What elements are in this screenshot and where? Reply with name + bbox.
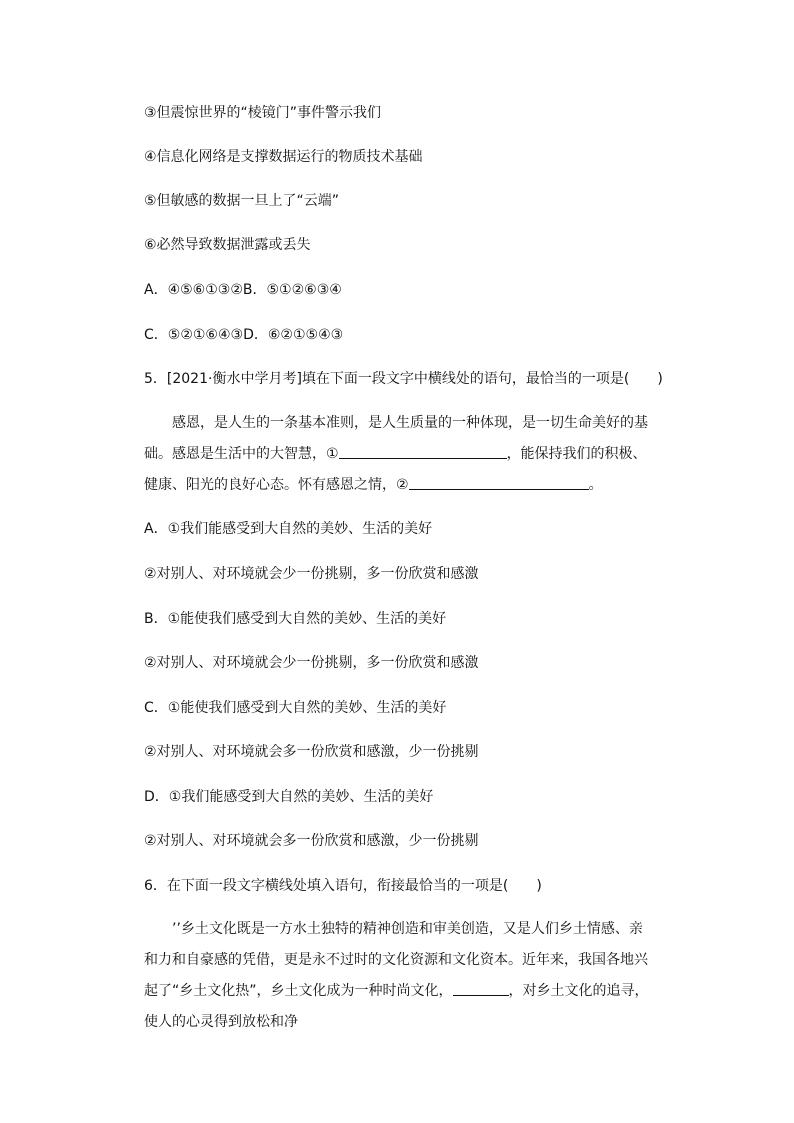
question-5-option-c-2: ②对别人、对环境就会多一份欣赏和感激，少一份挑剔 <box>144 744 479 760</box>
question-5-blank-2 <box>409 475 589 490</box>
question-5-option-a-2: ②对别人、对环境就会少一份挑剔，多一份欣赏和感激 <box>144 566 479 582</box>
question-5-passage <box>144 408 654 501</box>
answer-options-a-b: A．④⑤⑥①③②B．⑤①②⑥③④ <box>144 282 342 298</box>
option-line-6: ⑥必然导致数据泄露或丢失 <box>144 237 311 253</box>
question-5-option-a-1: A．①我们能感受到大自然的美妙、生活的美好 <box>144 521 433 537</box>
question-5-passage-part-b: ，能保持我们的积极、健康、阳光的良好心态。怀有感恩之情，② <box>144 446 647 493</box>
option-line-4: ④信息化网络是支撑数据运行的物质技术基础 <box>144 149 423 165</box>
question-5-option-b-1: B．①能使我们感受到大自然的美妙、生活的美好 <box>144 611 447 627</box>
question-5-passage-part-a: 感恩，是人生的一条基本准则，是人生质量的一种体现，是一切生命美好的基础。感恩是生活中的大智慧，① <box>144 415 648 462</box>
question-6-passage <box>144 914 654 1038</box>
answer-options-c-d: C．⑤②①⑥④③D．⑥②①⑤④③ <box>144 327 344 343</box>
question-6-passage-part-b: ，对乡土文化的追寻，使人的心灵得到放松和净 <box>144 983 649 1030</box>
option-line-3: ③但震惊世界的“棱镜门”事件警示我们 <box>144 105 382 121</box>
question-5-option-d-1: D．①我们能感受到大自然的美妙、生活的美好 <box>144 789 434 805</box>
question-5-passage-part-c: 。 <box>588 477 603 493</box>
question-5-option-c-1: C．①能使我们感受到大自然的美妙、生活的美好 <box>144 700 447 716</box>
question-5-stem: 5．[2021·衡水中学月考]填在下面一段文字中横线处的语句，最恰当的一项是( ) <box>144 371 663 387</box>
question-5-blank-1 <box>339 444 507 459</box>
question-6-blank <box>453 981 509 996</box>
option-line-5: ⑤但敏感的数据一旦上了“云端” <box>144 193 340 209</box>
question-5-option-b-2: ②对别人、对环境就会少一份挑剔，多一份欣赏和感激 <box>144 655 479 671</box>
question-6-stem: 6．在下面一段文字横线处填入语句，衔接最恰当的一项是( ) <box>144 878 542 894</box>
question-5-option-d-2: ②对别人、对环境就会多一份欣赏和感激，少一份挑剔 <box>144 833 479 849</box>
question-6-passage-part-a: ’’乡土文化既是一方水土独特的精神创造和审美创造，又是人们乡土情感、亲和力和自豪感的凭借，更是永不过时的文化资源和文化资本。近年来，我国各地兴起了“乡土文化热”，乡土文化成为一种时尚文化， <box>144 921 648 999</box>
